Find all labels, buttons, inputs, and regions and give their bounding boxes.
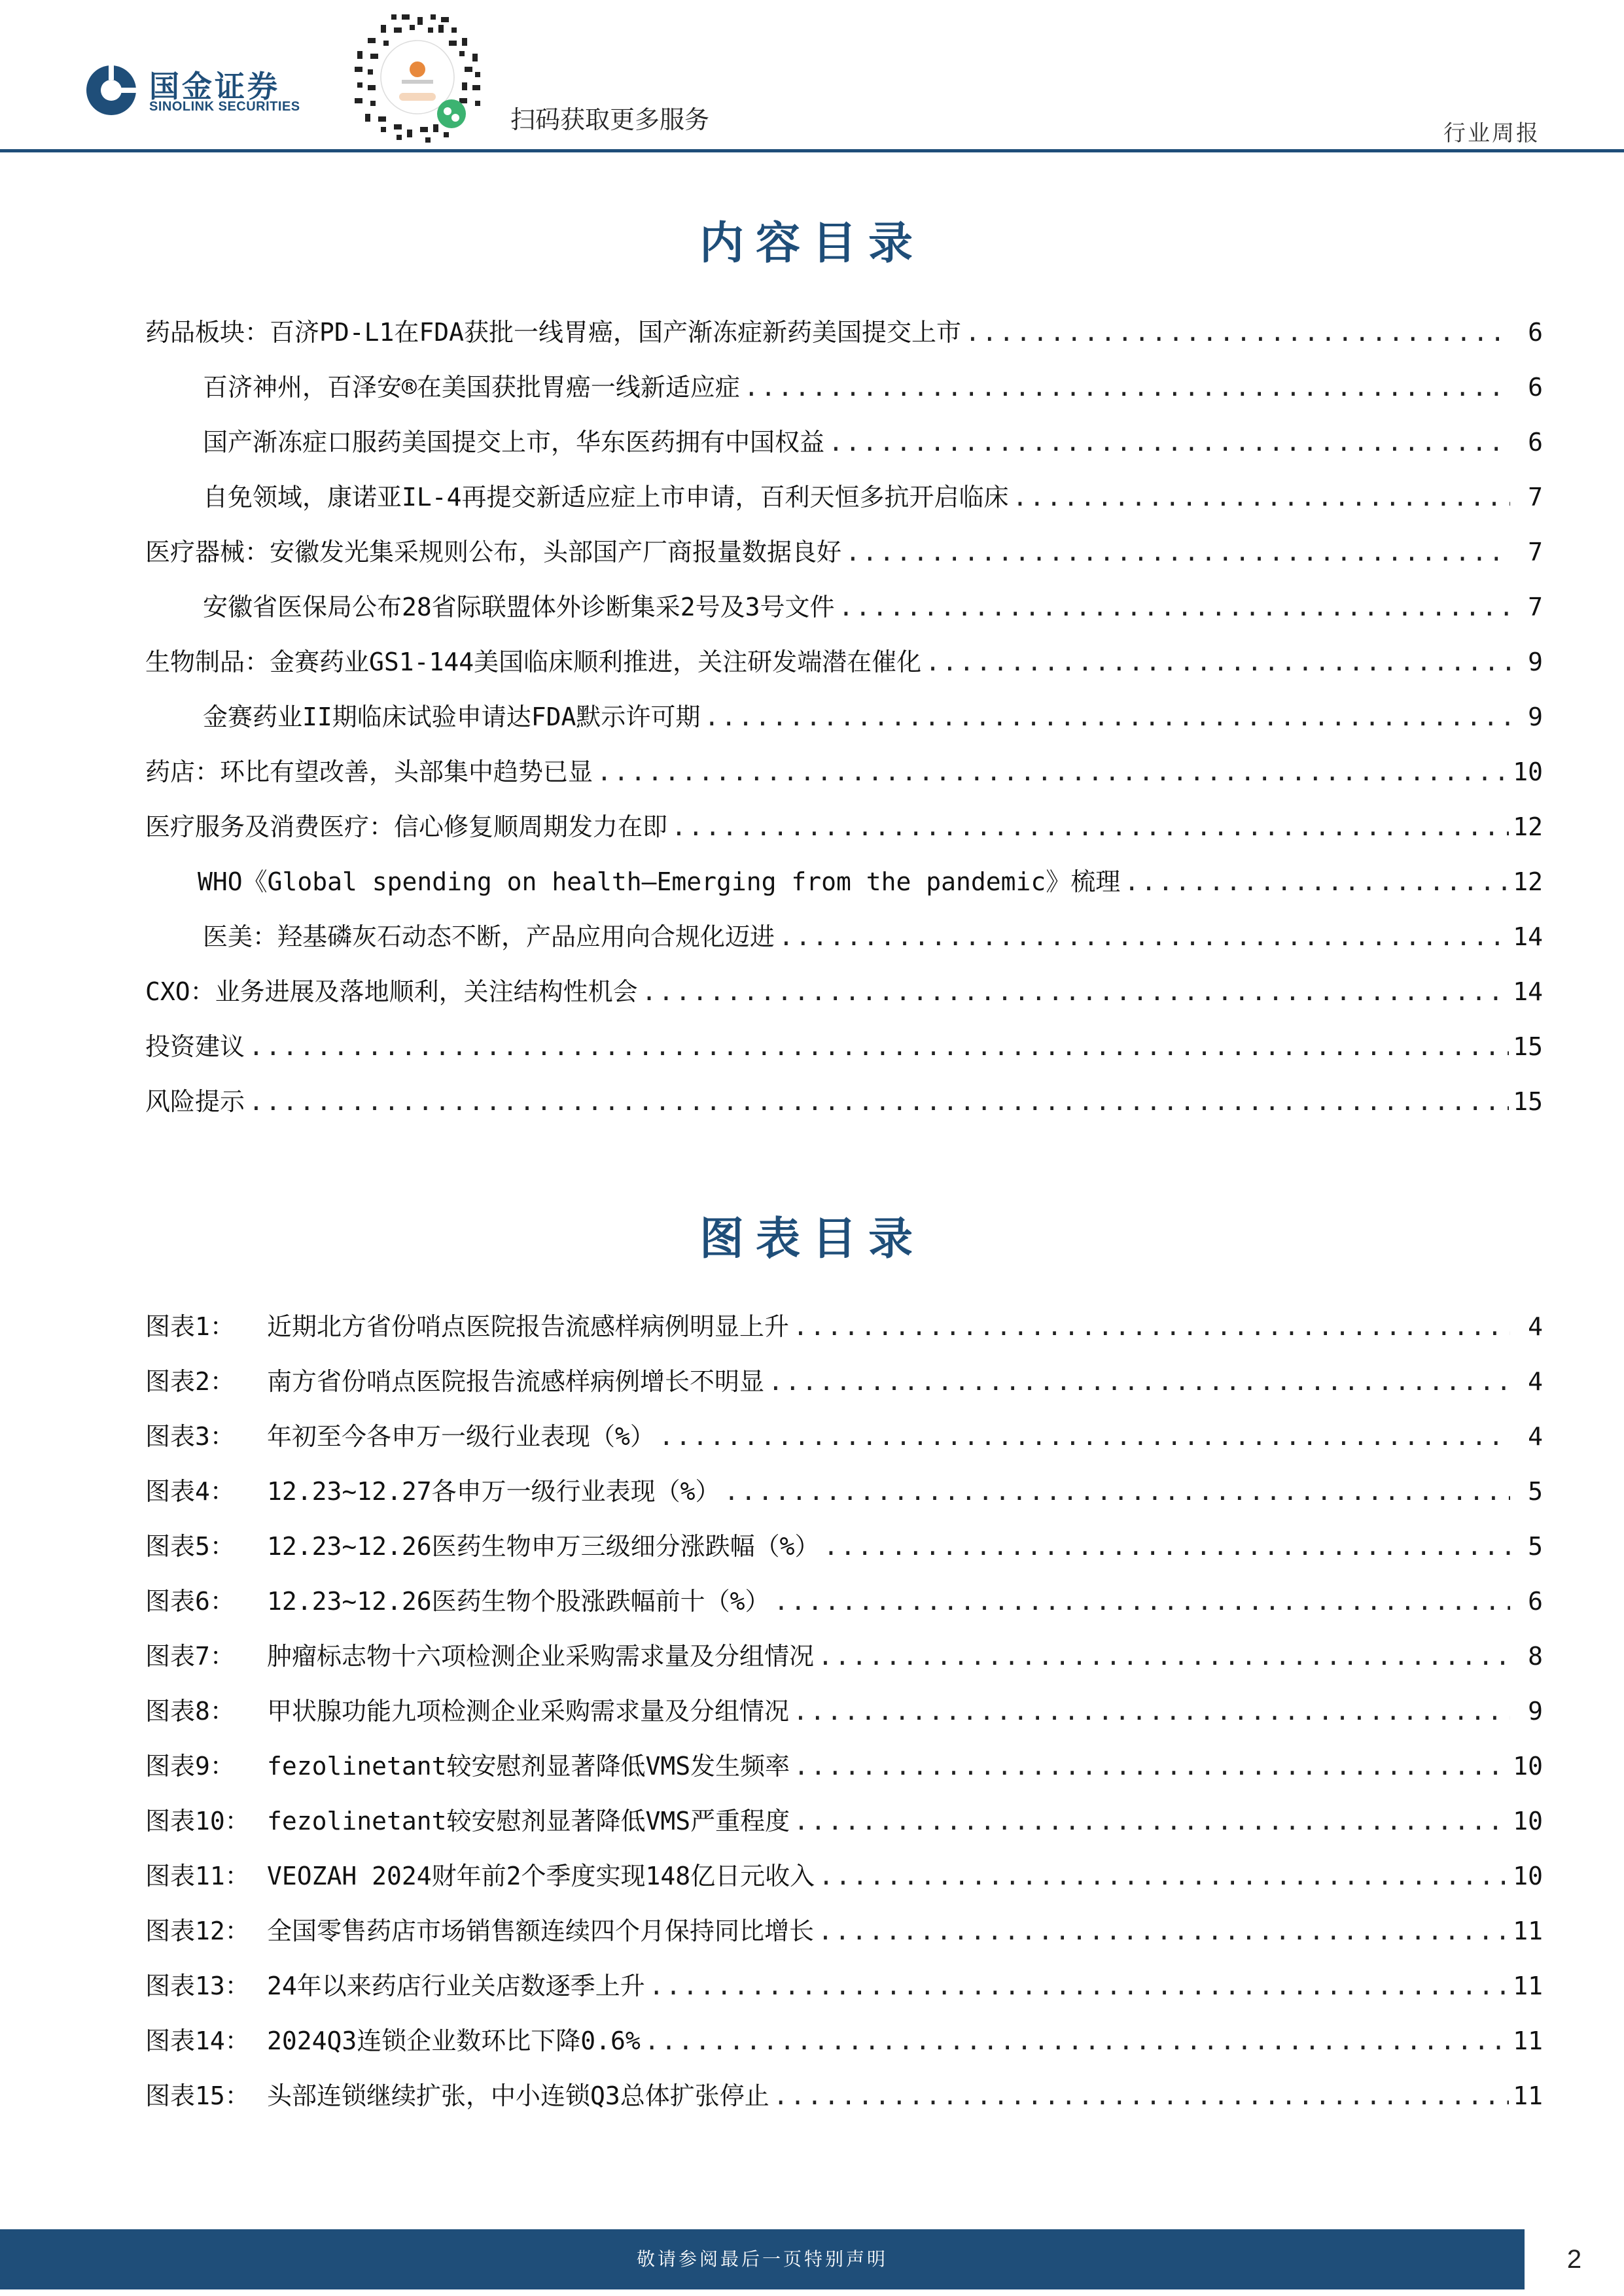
figure-entry-label: 图表2： xyxy=(145,1367,235,1396)
figure-entry-page: 11 xyxy=(1513,2081,1543,2110)
page-header xyxy=(0,0,1624,152)
toc-leader-dots xyxy=(671,799,1509,854)
toc-entry-page: 15 xyxy=(1513,1032,1543,1061)
qr-code-label: 扫码获取更多服务 xyxy=(510,105,710,134)
toc-leader-dots xyxy=(824,1519,1510,1574)
toc-leader-dots xyxy=(649,1958,1509,2013)
figure-entry-title: 南方省份哨点医院报告流感样病例增长不明显 xyxy=(267,1367,765,1396)
toc-leader-dots xyxy=(597,744,1509,799)
toc-entry-page: 14 xyxy=(1513,922,1543,951)
toc-entry-page: 12 xyxy=(1513,812,1543,841)
figure-entry-label: 图表9： xyxy=(145,1752,235,1781)
figure-entry[interactable] xyxy=(145,1519,1543,1574)
toc-entry-title: 百济神州，百泽安®在美国获批胃癌一线新适应症 xyxy=(203,373,740,402)
toc-entry-title: 投资建议 xyxy=(145,1032,245,1061)
figure-entry-page: 10 xyxy=(1513,1807,1543,1835)
toc-entry[interactable] xyxy=(145,909,1543,964)
toc-leader-dots xyxy=(642,964,1509,1019)
figure-entry[interactable] xyxy=(145,1904,1543,1958)
toc-entry[interactable] xyxy=(145,525,1543,580)
toc-entry-title: 医疗服务及消费医疗：信心修复顺周期发力在即 xyxy=(145,812,668,841)
figure-entry-title: VEOZAH 2024财年前2个季度实现148亿日元收入 xyxy=(267,1862,815,1890)
toc-leader-dots xyxy=(774,1574,1510,1629)
toc-leader-dots xyxy=(1013,470,1510,525)
figure-entry-page: 5 xyxy=(1528,1477,1543,1506)
figure-entry-page: 11 xyxy=(1513,2026,1543,2055)
toc-entry-page: 12 xyxy=(1513,867,1543,896)
figure-entry[interactable] xyxy=(145,1629,1543,1684)
figure-entry-title: 12.23~12.26医药生物个股涨跌幅前十（%） xyxy=(267,1587,770,1616)
figure-entry[interactable] xyxy=(145,1574,1543,1629)
page-number: 2 xyxy=(1566,2245,1582,2274)
figure-entry[interactable] xyxy=(145,1409,1543,1464)
toc-entry[interactable] xyxy=(145,744,1543,799)
toc-leader-dots xyxy=(744,360,1510,415)
toc-entry[interactable] xyxy=(145,1019,1543,1074)
figure-entry-title: 年初至今各申万一级行业表现（%） xyxy=(267,1422,655,1451)
toc-leader-dots xyxy=(249,1074,1509,1129)
toc-entry[interactable] xyxy=(145,305,1543,360)
qr-code-icon[interactable] xyxy=(352,12,484,144)
toc-leader-dots xyxy=(925,635,1510,689)
figures-list xyxy=(145,1299,1543,2123)
figure-entry-title: 24年以来药店行业关店数逐季上升 xyxy=(267,1972,645,2000)
toc-leader-dots xyxy=(793,1299,1510,1354)
figure-entry[interactable] xyxy=(145,1849,1543,1904)
figure-entry-label: 图表7： xyxy=(145,1642,235,1671)
footer-disclaimer-notice[interactable]: 敬请参阅最后一页特别声明 xyxy=(636,2248,888,2270)
figure-entry-label: 图表13： xyxy=(145,1972,250,2000)
figure-entry-label: 图表10： xyxy=(145,1807,250,1835)
toc-entry-page: 7 xyxy=(1528,483,1543,512)
toc-entry-page: 6 xyxy=(1528,318,1543,347)
toc-entry[interactable] xyxy=(145,1074,1543,1129)
figure-entry-title: fezolinetant较安慰剂显著降低VMS严重程度 xyxy=(267,1807,790,1835)
toc-leader-dots xyxy=(819,1849,1509,1904)
figure-entry-label: 图表3： xyxy=(145,1422,235,1451)
toc-leader-dots xyxy=(659,1409,1510,1464)
figure-entry-page: 4 xyxy=(1528,1422,1543,1451)
toc-entry-title: 自免领域，康诺亚IL-4再提交新适应症上市申请，百利天恒多抗开启临床 xyxy=(203,483,1009,512)
figure-entry-page: 6 xyxy=(1528,1587,1543,1616)
toc-entry[interactable] xyxy=(145,964,1543,1019)
toc-entry-title: 安徽省医保局公布28省际联盟体外诊断集采2号及3号文件 xyxy=(203,593,835,621)
toc-entry[interactable] xyxy=(145,360,1543,415)
toc-leader-dots xyxy=(839,580,1510,635)
toc-entry-page: 10 xyxy=(1513,757,1543,786)
figure-entry-title: fezolinetant较安慰剂显著降低VMS发生频率 xyxy=(267,1752,790,1781)
toc-leader-dots xyxy=(793,1684,1510,1739)
toc-entry[interactable] xyxy=(145,580,1543,635)
toc-entry-page: 9 xyxy=(1528,648,1543,676)
toc-leader-dots xyxy=(845,525,1510,580)
sinolink-logo-icon xyxy=(85,64,137,116)
figure-entry-label: 图表4： xyxy=(145,1477,235,1506)
figure-entry[interactable] xyxy=(145,1464,1543,1519)
figure-entry-title: 12.23~12.27各申万一级行业表现（%） xyxy=(267,1477,720,1506)
header-divider xyxy=(0,149,1624,152)
figure-entry-page: 5 xyxy=(1528,1532,1543,1561)
toc-entry[interactable] xyxy=(145,635,1543,689)
toc-entry-page: 6 xyxy=(1528,428,1543,457)
logo-english-name: SINOLINK SECURITIES xyxy=(149,99,300,114)
figure-entry[interactable] xyxy=(145,2013,1543,2068)
toc-entry-title: 药店：环比有望改善，头部集中趋势已显 xyxy=(145,757,593,786)
figure-entry-page: 10 xyxy=(1513,1752,1543,1781)
toc-entry[interactable] xyxy=(145,854,1543,909)
toc-leader-dots xyxy=(768,1354,1510,1409)
toc-entry-page: 6 xyxy=(1528,373,1543,402)
toc-entry-page: 9 xyxy=(1528,703,1543,731)
toc-leader-dots xyxy=(818,1629,1510,1684)
toc-entry[interactable] xyxy=(145,689,1543,744)
figure-entry-label: 图表11： xyxy=(145,1862,250,1890)
toc-entry-title: 药品板块：百济PD-L1在FDA获批一线胃癌，国产渐冻症新药美国提交上市 xyxy=(145,318,962,347)
figure-entry-page: 10 xyxy=(1513,1862,1543,1890)
logo-chinese-name: 国金证券 xyxy=(149,69,280,104)
figure-entry[interactable] xyxy=(145,1794,1543,1849)
figure-entry-title: 甲状腺功能九项检测企业采购需求量及分组情况 xyxy=(267,1697,790,1726)
toc-entry-title: 生物制品：金赛药业GS1-144美国临床顺利推进，关注研发端潜在催化 xyxy=(145,648,922,676)
figure-entry-title: 全国零售药店市场销售额连续四个月保持同比增长 xyxy=(267,1917,815,1945)
figures-title: 图表目录 xyxy=(699,1213,925,1265)
toc-leader-dots xyxy=(779,909,1509,964)
toc-leader-dots xyxy=(794,1739,1509,1794)
toc-entry-title: 国产渐冻症口服药美国提交上市，华东医药拥有中国权益 xyxy=(203,428,825,457)
contents-title: 内容目录 xyxy=(699,217,925,270)
toc-entry-title: 医美：羟基磷灰石动态不断，产品应用向合规化迈进 xyxy=(203,922,775,951)
figure-entry-label: 图表14： xyxy=(145,2026,250,2055)
toc-leader-dots xyxy=(644,2013,1509,2068)
figure-entry-page: 11 xyxy=(1513,1917,1543,1945)
toc-entry[interactable] xyxy=(145,415,1543,470)
figure-entry[interactable] xyxy=(145,1958,1543,2013)
toc-entry-title: 医疗器械：安徽发光集采规则公布，头部国产厂商报量数据良好 xyxy=(145,538,842,566)
figure-entry-label: 图表6： xyxy=(145,1587,235,1616)
figure-entry-label: 图表12： xyxy=(145,1917,250,1945)
figure-entry-page: 4 xyxy=(1528,1312,1543,1341)
figure-entry-page: 8 xyxy=(1528,1642,1543,1671)
toc-entry-page: 15 xyxy=(1513,1087,1543,1116)
figure-entry-label: 图表1： xyxy=(145,1312,235,1341)
toc-entry-page: 14 xyxy=(1513,977,1543,1006)
figure-entry-title: 12.23~12.26医药生物申万三级细分涨跌幅（%） xyxy=(267,1532,820,1561)
toc-entry-page: 7 xyxy=(1528,593,1543,621)
toc-leader-dots xyxy=(1124,854,1509,909)
toc-leader-dots xyxy=(828,415,1510,470)
figure-entry[interactable] xyxy=(145,1354,1543,1409)
figure-entry[interactable] xyxy=(145,1684,1543,1739)
toc-leader-dots xyxy=(704,689,1510,744)
report-type-label: 行业周报 xyxy=(1443,120,1540,147)
toc-entry[interactable] xyxy=(145,799,1543,854)
figure-entry-label: 图表15： xyxy=(145,2081,250,2110)
figure-entry-title: 头部连锁继续扩张，中小连锁Q3总体扩张停止 xyxy=(267,2081,769,2110)
figure-entry-label: 图表8： xyxy=(145,1697,235,1726)
toc-leader-dots xyxy=(818,1904,1509,1958)
toc-leader-dots xyxy=(965,305,1510,360)
toc-leader-dots xyxy=(794,1794,1509,1849)
figure-entry-page: 4 xyxy=(1528,1367,1543,1396)
figure-entry-title: 近期北方省份哨点医院报告流感样病例明显上升 xyxy=(267,1312,790,1341)
figure-entry-title: 2024Q3连锁企业数环比下降0.6% xyxy=(267,2026,641,2055)
toc-entry-page: 7 xyxy=(1528,538,1543,566)
figure-entry-title: 肿瘤标志物十六项检测企业采购需求量及分组情况 xyxy=(267,1642,815,1671)
toc-leader-dots xyxy=(249,1019,1509,1074)
toc-leader-dots xyxy=(773,2068,1509,2123)
figure-entry[interactable] xyxy=(145,2068,1543,2123)
toc-entry-title: 金赛药业II期临床试验申请达FDA默示许可期 xyxy=(203,703,701,731)
figure-entry-page: 9 xyxy=(1528,1697,1543,1726)
figure-entry[interactable] xyxy=(145,1739,1543,1794)
figure-entry[interactable] xyxy=(145,1299,1543,1354)
contents-list xyxy=(145,305,1543,1129)
toc-entry[interactable] xyxy=(145,470,1543,525)
figure-entry-page: 11 xyxy=(1513,1972,1543,2000)
toc-entry-title: WHO《Global spending on health—Emerging from the pandemic》梳理 xyxy=(198,867,1121,896)
toc-entry-title: CXO：业务进展及落地顺利，关注结构性机会 xyxy=(145,977,638,1006)
toc-leader-dots xyxy=(724,1464,1510,1519)
toc-entry-title: 风险提示 xyxy=(145,1087,245,1116)
figure-entry-label: 图表5： xyxy=(145,1532,235,1561)
